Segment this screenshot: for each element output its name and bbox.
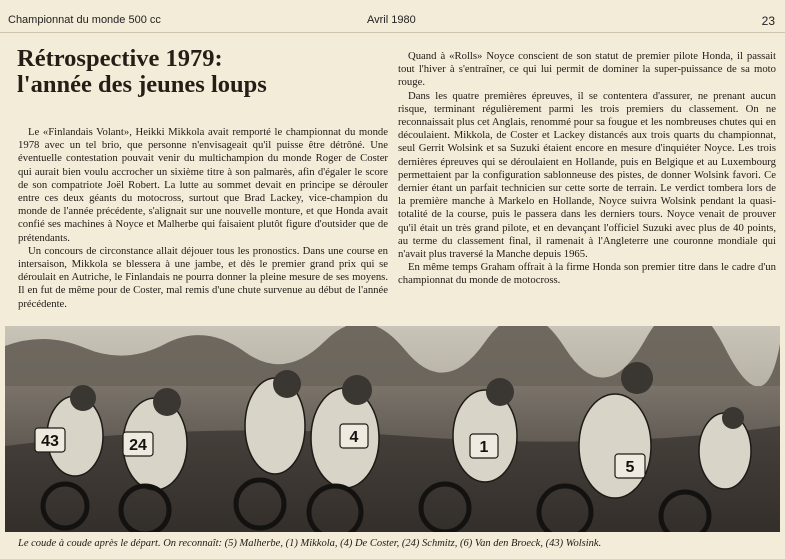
- bib-number: 4: [349, 429, 359, 446]
- article-column-right: [398, 50, 776, 288]
- article-title-line1: Rétrospective 1979:: [17, 45, 223, 72]
- bib-number: 24: [129, 437, 147, 454]
- page-number: 23: [761, 14, 775, 28]
- paragraph: En même temps Graham offrait à la firme Honda son premier titre dans le cadre d'un championnat du monde de motocross.: [398, 261, 776, 287]
- article-column-left: [18, 126, 388, 311]
- bib-number: 43: [41, 433, 59, 450]
- paragraph: Quand à «Rolls» Noyce conscient de son statut de premier pilote Honda, il passait tout l'hiver à s'entraîner, ce qui lui permit de dominer la super-puissance de sa moto rouge.: [398, 50, 776, 89]
- paragraph: Le «Finlandais Volant», Heikki Mikkola avait remporté le championnat du monde 1978 avec un tel brio, que personne n'envisageait qu'il puisse être détrôné. Une éventuelle contestation pouvait venir du multichampion du monde Roger de Coster qui aurait bien voulu accrocher un sixième titre à son palmarès, afin d'égaler le score de son compatriote Joël Robert. La lutte au sommet devait en principe se dérouler entre ces deux géants du motocross, surtout que Brad Lackey, vice-champion du monde de l'année précédente, s'alignait sur une nouvelle monture, et que Honda avait confié ses machines à Noyce et Malherbe qui faisaient plutôt figure d'outsider que de prétendants.: [18, 126, 388, 244]
- issue-date: Avril 1980: [367, 14, 416, 26]
- page-header: [0, 0, 785, 33]
- race-start-photo: [5, 326, 780, 532]
- bib-number: 5: [625, 459, 635, 476]
- section-title: Championnat du monde 500 cc: [8, 14, 161, 26]
- paragraph: Un concours de circonstance allait déjouer tous les pronostics. Dans une course en intersaison, Mikkola se blessera à une jambe, et dès le premier grand prix qui se déroulait en Autriche, le Finlandais ne pourra donner la pleine mesure de ses moyens. Il en fut de même pour de Coster, mal remis d'une chute survenue au début de l'année précédente.: [18, 244, 388, 310]
- paragraph: Dans les quatre premières épreuves, il se contentera d'assurer, ne prenant aucun risque, terminant régulièrement parmi les trois premiers du classement. On ne reconnaissait plus cet Anglais, renommé pour sa fougue et les nombreuses chutes qui en découlaient. Mikkola, de Coster et Lackey distancés aux trois quarts du championnat, seul Gerrit Wolsink et sa Suzuki étaient encore en mesure d'inquiéter Noyce. Les trois dernières épreuves qui se déroulaient en Hollande, puis en Belgique et au Luxembourg permettaient par la configuration sablonneuse des pistes, de donner Wolsink favori. Ce dernier étant un parfait technicien sur cette sorte de terrain. Le verdict tombera lors de la première manche à Markelo en Hollande, Noyce suivra Wolsink pendant la quasi-totalité de la course, puis le passera dans les derniers tours. Noyce venait de prouver qu'il était un très grand pilote, et en devançant l'officiel Suzuki avec plus de 40 points, au terme du classement final, il ramenait à l'Angleterre une couronne mondiale qui n'avait plus traversé la Manche depuis 1965.: [398, 89, 776, 261]
- article-title-line2: l'année des jeunes loups: [17, 71, 267, 98]
- photo-caption: Le coude à coude après le départ. On reconnaît: (5) Malherbe, (1) Mikkola, (4) De Coster, (24) Schmitz, (6) Van den Broeck, (43) Wolsink.: [18, 538, 602, 549]
- article-title: [17, 46, 387, 98]
- bib-number: 1: [479, 439, 489, 456]
- photo-illustration: [5, 326, 780, 532]
